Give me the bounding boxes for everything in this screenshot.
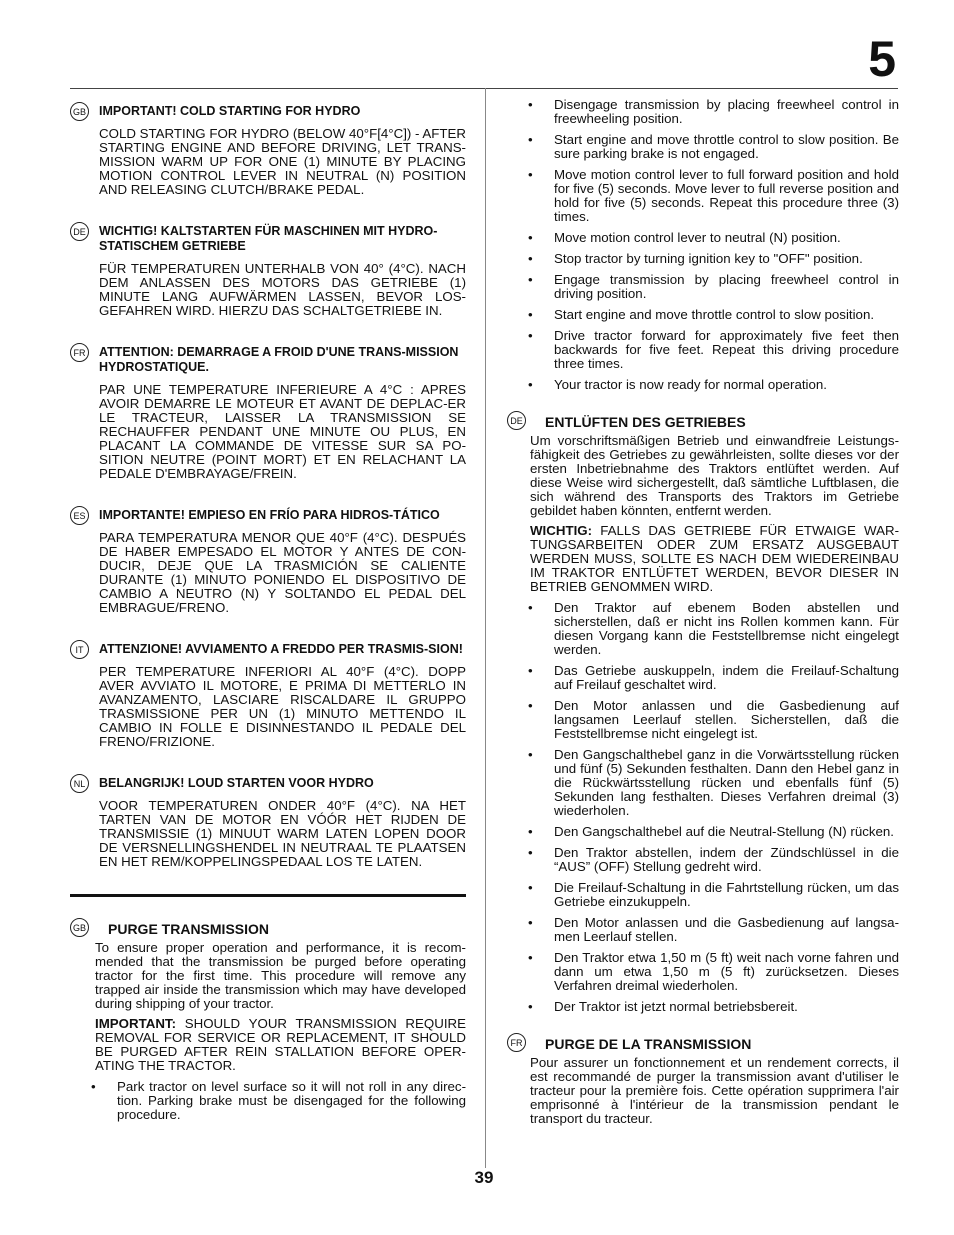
section-title: PURGE DE LA TRANSMISSION	[545, 1036, 752, 1052]
important-label: IMPORTANT:	[95, 1016, 177, 1031]
list-item: • Disengage transmission by placing freewheel control in freewheeling position.	[507, 98, 899, 126]
section-divider	[70, 894, 466, 897]
cold-start-text: COLD STARTING FOR HYDRO (BELOW 40°F[4°C]) - AFTER STARTING ENGINE AND BEFORE DRIVING, LET TRANS-MISSION WARM UP FOR ONE (1) MINUTE BY PLACING MOTION CONTROL LEVER IN NEUTRAL (N) POSITION AND RELEASING CLUTCH/BRAKE PEDAL.	[99, 126, 466, 197]
column-divider	[485, 88, 486, 1168]
cold-start-fr	[70, 345, 466, 481]
list-item: • Your tractor is now ready for normal operation.	[507, 378, 899, 392]
list-item: • Den Motor anlassen und die Gasbedienung auf langsamen Leerlauf stellen. Sicherstellen, daß die Feststellbremse nicht eingelegt ist.	[507, 699, 899, 741]
list-item: • Die Freilauf-Schaltung in die Fahrtstellung rücken, um das Getriebe einzukuppeln.	[507, 881, 899, 909]
procedure-list	[70, 1080, 466, 1122]
cold-start-it	[70, 642, 466, 749]
list-item: • Park tractor on level surface so it will not roll in any direc-tion. Parking brake must be disengaged for the following procedure.	[70, 1080, 466, 1122]
list-item: • Den Traktor abstellen, indem der Zündschlüssel in die “AUS” (OFF) Stellung gedreht wird.	[507, 846, 899, 874]
list-item: • Das Getriebe auskuppeln, indem die Freilauf-Schaltung auf Freilauf geschaltet wird.	[507, 664, 899, 692]
list-item: • Move motion control lever to neutral (N) position.	[507, 231, 899, 245]
list-item: • Engage transmission by placing freewheel control in driving position.	[507, 273, 899, 301]
section-title: ENTLÜFTEN DES GETRIEBES	[545, 414, 746, 430]
language-badge-de: DE	[507, 411, 526, 430]
language-badge-fr: FR	[507, 1033, 526, 1052]
header-rule	[70, 88, 898, 89]
cold-start-nl	[70, 776, 466, 869]
intro-text: Um vorschriftsmäßigen Betrieb und einwandfreie Leistungs-fähigkeit des Getriebes zu gewährleisten, sollte dieses vor der ersten Inbetriebnahme des Traktors entlüftet werden. Auf diese Weise wird sichergestellt, daß sämtliche Luftblasen, die sich während des Transports des Traktors im Getriebe gebildet haben könnten, entfernt werden.	[530, 433, 899, 518]
section-title: PURGE TRANSMISSION	[108, 921, 270, 937]
cold-start-es	[70, 508, 466, 615]
list-item: • Start engine and move throttle control to slow position. Be sure parking brake is not engaged.	[507, 133, 899, 161]
list-item: • Move motion control lever to full forward position and hold for five (5) seconds. Move lever to full reverse position and hold for five (5) seconds. Repeat this procedure three (3) times.	[507, 168, 899, 224]
language-badge-nl: NL	[70, 774, 89, 793]
important-text: FALLS DAS GETRIEBE FÜR ETWAIGE WAR-TUNGSARBEITEN ODER ZUM ERSATZ AUSGEBAUT WERDEN MUSS, SOLLTE ES NACH DEM WIEDEREINBAU IM TRAKTOR ENTLÜFTET WERDEN, BEVOR DIESER IN BETRIEB GENOMMEN WIRD.	[530, 523, 899, 594]
list-item: • Den Gangschalthebel ganz in die Vorwärtsstellung rücken und fünf (5) Sekunden festhalten. Dann den Hebel ganz in die Rückwärtsstellung rücken und ebenfalls fünf (5) Sekunden lang festhalten. Dieses Verfahren dreimal (3) wiederholen.	[507, 748, 899, 818]
list-item: • Den Gangschalthebel auf die Neutral-Stellung (N) rücken.	[507, 825, 899, 839]
cold-start-heading: WICHTIG! KALTSTARTEN FÜR MASCHINEN MIT HYDRO-STATISCHEM GETRIEBE	[99, 224, 438, 253]
chapter-number: 5	[868, 31, 896, 87]
cold-start-heading: BELANGRIJK! LOUD STARTEN VOOR HYDRO	[99, 776, 374, 790]
cold-start-heading: ATTENTION: DEMARRAGE A FROID D'UNE TRANS-MISSION HYDROSTATIQUE.	[99, 345, 459, 374]
cold-start-heading: ATTENZIONE! AVVIAMENTO A FREDDO PER TRASMIS-SION!	[99, 642, 463, 656]
page-number: 39	[474, 1168, 494, 1187]
cold-start-heading: IMPORTANTE! EMPIESO EN FRÍO PARA HIDROS-TÁTICO	[99, 508, 440, 522]
list-item: • Start engine and move throttle control to slow position.	[507, 308, 899, 322]
important-note	[70, 1017, 466, 1073]
procedure-list	[507, 601, 899, 1014]
list-item: • Den Motor anlassen und die Gasbedienung auf langsa-men Leerlauf stellen.	[507, 916, 899, 944]
cold-start-text: PARA TEMPERATURA MENOR QUE 40°F (4°C). DESPUÉS DE HABER EMPESADO EL MOTOR Y ANTES DE CON-DUCIR, DEJE QUE LA TRASMICIÓN SE CALIENTE DURANTE (1) MINUTO PONIENDO EL DISPOSITIVO DE CAMBIO A NEUTRO (N) Y SOLTANDO EL PEDAL DEL EMBRAGUE/FRENO.	[99, 530, 466, 615]
cold-start-text: PAR UNE TEMPERATURE INFERIEURE A 4°C : APRES AVOIR DEMARRE LE MOTEUR ET AVANT DE DEPLAC-ER LE TRACTEUR, LAISSER LA TRANSMISSION SE RECHAUFFER PENDANT UNE MINUTE OU PLUS, EN PLACANT LA COMMANDE DE VITESSE SUR SA PO-SITION NEUTRE (POINT MORT) ET EN RELACHANT LA PEDALE D'EMBRAYAGE/FREIN.	[99, 382, 466, 481]
language-badge-fr: FR	[70, 343, 89, 362]
list-item: • Den Traktor auf ebenem Boden abstellen und sicherstellen, daß er nicht ins Rollen kommen kann. Für diesen Vorgang kann die Feststellbremse nicht eingelegt werden.	[507, 601, 899, 657]
intro-text: Pour assurer un fonctionnement et un rendement corrects, il est recommandé de purger la transmission avant d'utiliser le tracteur pour la première fois. Cette opération supprimera l'air emprisonné à l'intérieur de la transmission pendant le transport du tracteur.	[530, 1055, 899, 1126]
cold-start-gb	[70, 104, 466, 197]
purge-transmission-gb	[70, 921, 466, 1122]
cold-start-text: PER TEMPERATURE INFERIORI AL 40°F (4°C). DOPP AVER AVVIATO IL MOTORE, E PRIMA DI METTERLO IN AVANZAMENTO, LASCIARE RISCALDARE IL GRUPPO TRASMISSIONE PER UN (1) MINUTO METTENDO IL CAMBIO IN FOLLE E DISINNESTANDO IL PEDALE DEL FRENO/FRIZIONE.	[99, 664, 466, 749]
language-badge-de: DE	[70, 222, 89, 241]
list-item: • Drive tractor forward for approximately five feet then backwards for five feet. Repeat this driving procedure three times.	[507, 329, 899, 371]
procedure-list	[507, 98, 899, 392]
list-item: • Der Traktor ist jetzt normal betriebsbereit.	[507, 1000, 899, 1014]
language-badge-gb: GB	[70, 918, 89, 937]
language-badge-es: ES	[70, 506, 89, 525]
list-item: • Den Traktor etwa 1,50 m (5 ft) weit nach vorne fahren und dann um etwa 1,50 m (5 ft) zurücksetzen. Dieses Verfahren dreimal wiederholen.	[507, 951, 899, 993]
cold-start-heading: IMPORTANT! COLD STARTING FOR HYDRO	[99, 104, 361, 118]
right-column	[507, 98, 899, 1126]
cold-start-de	[70, 224, 466, 318]
language-badge-gb: GB	[70, 102, 89, 121]
purge-transmission-de	[507, 414, 899, 1014]
intro-text: To ensure proper operation and performance, it is recom-mended that the transmission be purged before operating tractor for the first time. This procedure will remove any trapped air inside the transmission which may have developed during shipping of your tractor.	[95, 940, 466, 1011]
cold-start-text: FÜR TEMPERATUREN UNTERHALB VON 40° (4°C). NACH DEM ANLASSEN DES MOTORS DAS GETRIEBE (1) MINUTE LANG AUFWÄRMEN LASSEN, BEVOR LOS-GEFAHREN WIRD. HIERZU DAS SCHALTGETRIEBE IN.	[99, 261, 466, 318]
list-item: • Stop tractor by turning ignition key to "OFF" position.	[507, 252, 899, 266]
important-text: SHOULD YOUR TRANSMISSION REQUIRE REMOVAL FOR SERVICE OR REPLACEMENT, IT SHOULD BE PURGED AFTER REIN STALLATION BEFORE OPER-ATING THE TRACTOR.	[95, 1016, 466, 1073]
language-badge-it: IT	[70, 640, 89, 659]
important-note	[507, 524, 899, 594]
purge-transmission-fr	[507, 1036, 899, 1126]
important-label: WICHTIG:	[530, 523, 593, 538]
left-column	[70, 104, 466, 1129]
cold-start-text: VOOR TEMPERATUREN ONDER 40°F (4°C). NA HET TARTEN VAN DE MOTOR EN VÓÓR HET RIJDEN DE TRANSMISSIE (1) MINUUT WARM LATEN LOPEN DOOR DE VERSNELLINGSHENDEL IN NEUTRAAL TE PLAATSEN EN HET REM/KOPPELINGSPEDAAL LOS TE LATEN.	[99, 798, 466, 869]
